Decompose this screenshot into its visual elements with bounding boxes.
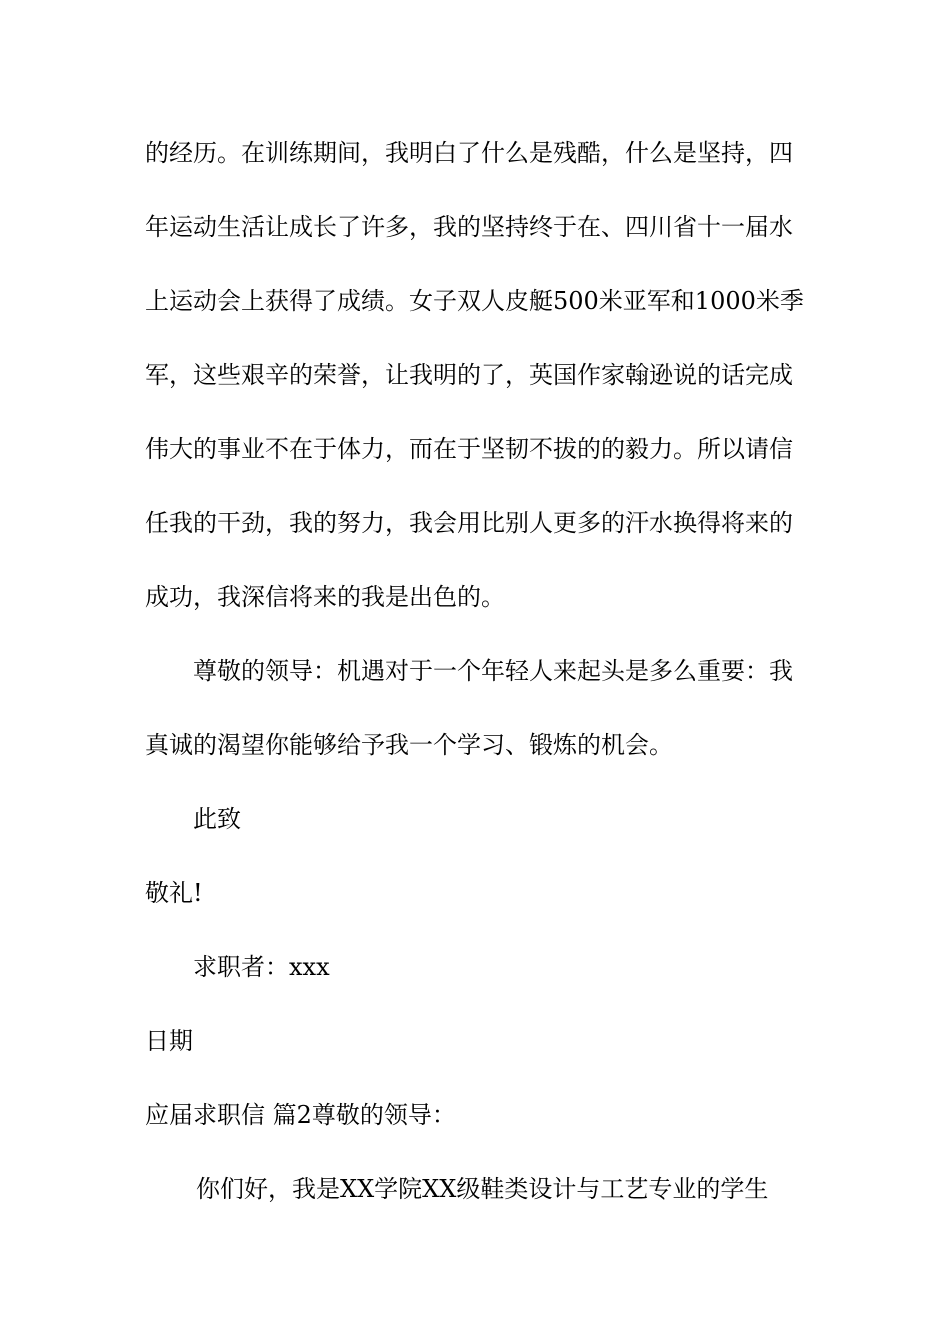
body-line-7: 成功，我深信将来的我是出色的。 xyxy=(145,583,505,611)
date-label: 日期 xyxy=(145,1027,193,1055)
body-line-5: 伟大的事业不在于体力，而在于坚韧不拔的的毅力。所以请信 xyxy=(145,435,793,463)
closing-jingli: 敬礼! xyxy=(145,879,203,907)
greeting-line: 你们好，我是XX学院XX级鞋类设计与工艺专业的学生 xyxy=(196,1175,769,1203)
body-line-9: 真诚的渴望你能够给予我一个学习、锻炼的机会。 xyxy=(145,731,673,759)
body-line-3: 上运动会上获得了成绩。女子双人皮艇500米亚军和1000米季 xyxy=(145,287,804,315)
body-line-4: 军，这些艰辛的荣誉，让我明的了，英国作家翰逊说的话完成 xyxy=(145,361,793,389)
closing-cizhi: 此致 xyxy=(193,805,241,833)
body-line-2: 年运动生活让成长了许多，我的坚持终于在、四川省十一届水 xyxy=(145,213,793,241)
paragraph-respected-leader: 尊敬的领导：机遇对于一个年轻人来起头是多么重要：我 xyxy=(193,657,793,685)
signature-applicant: 求职者：xxx xyxy=(193,953,330,981)
section-heading-2: 应届求职信 篇2尊敬的领导： xyxy=(145,1101,456,1129)
body-line-6: 任我的干劲，我的努力，我会用比别人更多的汗水换得将来的 xyxy=(145,509,793,537)
body-line-1: 的经历。在训练期间，我明白了什么是残酷，什么是坚持，四 xyxy=(145,139,793,167)
